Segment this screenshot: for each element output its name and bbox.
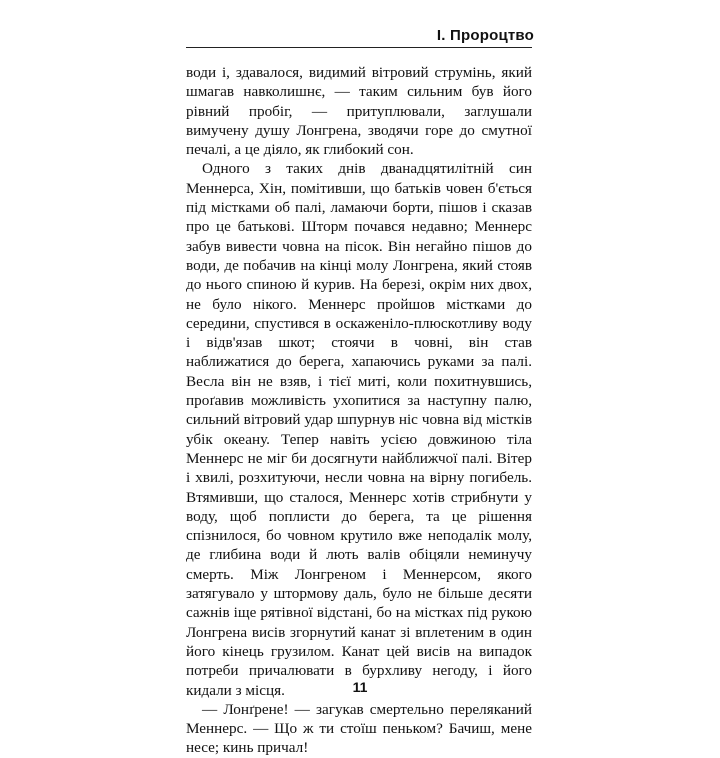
paragraph-dialogue: — Лонґрене! — загукав смертельно переляканий Меннерс. — Що ж ти стоїш пеньком? Бачиш, мене несе; кинь причал! [186, 700, 532, 757]
paragraph-continuation: води і, здавалося, видимий вітровий струмінь, який шмагав навколишнє, — таким сильним був його рівний пробіг, — притуплювали, заглушали вимучену душу Лонгрена, зводячи горе до смутної печалі, а це діяло, як глибокий сон. [186, 64, 532, 159]
page-body [186, 63, 532, 758]
running-header-title: I. Пророцтво [436, 27, 534, 44]
paragraph: Одного з таких днів дванадцятилітній син Меннерса, Хін, помітивши, що батьків човен б'ється під містками об палі, ламаючи борти, пішов і сказав про це батькові. Шторм почався недавно; Меннерс забув вивести човна на пісок. Він негайно пішов до води, де побачив на кінці молу Лонгрена, який стояв до нього спиною й курив. На березі, окрім них двох, не було нікого. Меннерс пройшов містками до середини, спустився в оскаженіло-плюскотливу воду і відв'язав шкот; стоячи в човні, він став наближатися до берега, хапаючись руками за палі. Весла він не взяв, і тієї миті, коли похитнувшись, проґавив можливість ухопитися за наступну палю, сильний вітровий удар шпурнув ніс човна від містків убік океану. Тепер навіть усією довжиною тіла Меннерс не міг би досягнути найближчої палі. Вітер і хвилі, розхитуючи, несли човна на вірну погибель. Втямивши, що сталося, Меннерс хотів стрибнути у воду, щоб поплисти до берега, та це рішення спізнилося, бо човном крутило вже неподалік молу, де глибина води й лють валів обіцяли неминучу смерть. Між Лонгреном і Меннерсом, якого затягувало у штормову даль, було не більше десяти сажнів іще рятівної відстані, бо на містках під рукою Лонгрена висів згорнутий канат зі вплетеним в один його кінець грузилом. Канат цей висів на випадок потреби причалювати в бурхливу негоду, і його кидали з місця. [186, 160, 532, 699]
header-rule [186, 47, 532, 48]
page-number: 11 [352, 679, 368, 695]
